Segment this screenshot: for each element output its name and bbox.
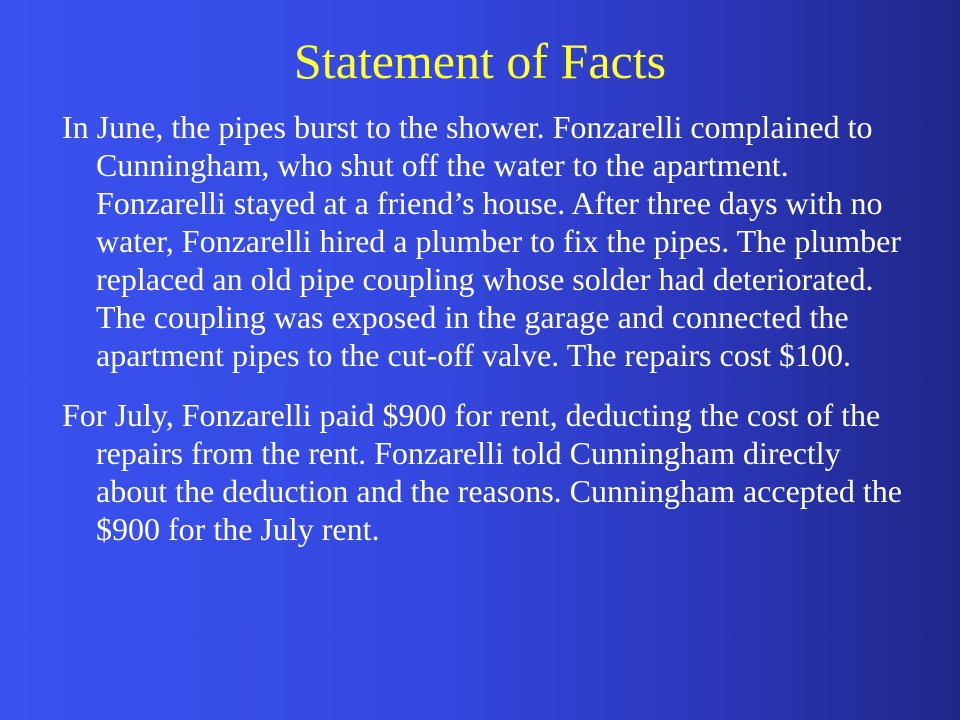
slide-title: Statement of Facts xyxy=(293,33,667,89)
paragraph-july-rent: For July, Fonzarelli paid $900 for rent, deducting the cost of the repairs from the rent. Fonzarelli told Cunningham directly about the deduction and the reasons. Cunningham accepted the $900 for the July rent. xyxy=(62,397,902,547)
paragraph-june-facts: In June, the pipes burst to the shower. Fonzarelli complained to Cunningham, who shut off the water to the apartment. Fonzarelli stayed at a friend’s house. After three days with no water, Fonzarelli hired a plumber to fix the pipes. The plumber replaced an old pipe coupling whose solder had deteriorated. The coupling was exposed in the garage and connected the apartment pipes to the cut-off valve. The repairs cost $100. xyxy=(62,109,901,373)
slide-body xyxy=(62,108,902,548)
